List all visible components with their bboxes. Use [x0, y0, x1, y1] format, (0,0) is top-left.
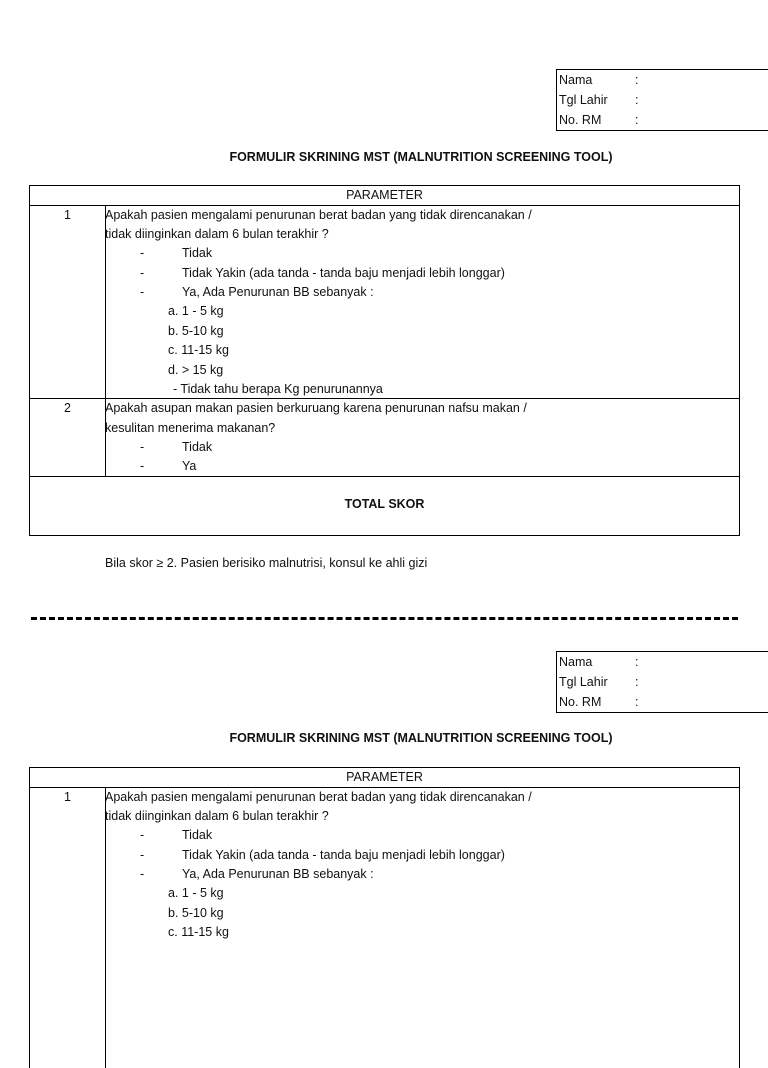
question-text: kesulitan menerima makanan?	[105, 421, 276, 435]
option-text: Ya	[182, 459, 197, 473]
id-colon: :	[635, 73, 639, 87]
id-label: Nama	[559, 73, 593, 87]
option-text: Tidak	[182, 440, 213, 454]
option-dash: -	[140, 828, 145, 842]
cut-line	[31, 617, 738, 620]
question-number: 1	[64, 790, 71, 804]
sub-option: a. 1 - 5 kg	[168, 304, 224, 318]
option-dash: -	[140, 246, 145, 260]
sub-option: b. 5-10 kg	[168, 906, 224, 920]
question-text: Apakah pasien mengalami penurunan berat badan yang tidak direncanakan /	[105, 790, 532, 804]
option-dash: -	[140, 285, 145, 299]
sub-option: c. 11-15 kg	[168, 925, 229, 939]
sub-option: a. 1 - 5 kg	[168, 886, 224, 900]
id-label: No. RM	[559, 695, 602, 709]
id-label: Tgl Lahir	[559, 675, 608, 689]
parameter-table	[29, 767, 740, 1068]
id-colon: :	[635, 655, 639, 669]
column-divider	[105, 788, 106, 1068]
option-text: Ya, Ada Penurunan BB sebanyak :	[182, 867, 374, 881]
option-text: Tidak	[182, 246, 213, 260]
patient-id-box	[556, 651, 768, 713]
question-text: tidak diinginkan dalam 6 bulan terakhir ?	[105, 227, 329, 241]
question-number: 2	[64, 401, 71, 415]
question-text: Apakah asupan makan pasien berkuruang karena penurunan nafsu makan /	[105, 401, 527, 415]
id-colon: :	[635, 695, 639, 709]
option-text: Tidak	[182, 828, 213, 842]
id-label: Tgl Lahir	[559, 93, 608, 107]
patient-id-box	[556, 69, 768, 131]
option-dash: -	[140, 440, 145, 454]
table-header: PARAMETER	[30, 186, 739, 206]
id-colon: :	[635, 675, 639, 689]
score-note: Bila skor ≥ 2. Pasien berisiko malnutrisi, konsul ke ahli gizi	[105, 556, 428, 570]
option-dash: -	[140, 459, 145, 473]
sub-option: - Tidak tahu berapa Kg penurunannya	[173, 382, 383, 396]
option-dash: -	[140, 266, 145, 280]
total-score-label: TOTAL SKOR	[344, 497, 425, 511]
form-title: FORMULIR SKRINING MST (MALNUTRITION SCREENING TOOL)	[229, 150, 613, 164]
sub-option: c. 11-15 kg	[168, 343, 229, 357]
question-text: tidak diinginkan dalam 6 bulan terakhir ?	[105, 809, 329, 823]
sub-option: b. 5-10 kg	[168, 324, 224, 338]
id-colon: :	[635, 93, 639, 107]
table-header: PARAMETER	[30, 768, 739, 788]
question-text: Apakah pasien mengalami penurunan berat badan yang tidak direncanakan /	[105, 208, 532, 222]
option-text: Tidak Yakin (ada tanda - tanda baju menjadi lebih longgar)	[182, 848, 505, 862]
option-text: Tidak Yakin (ada tanda - tanda baju menjadi lebih longgar)	[182, 266, 505, 280]
option-dash: -	[140, 867, 145, 881]
row-divider	[30, 476, 739, 477]
sub-option: d. > 15 kg	[168, 363, 224, 377]
id-label: Nama	[559, 655, 593, 669]
id-label: No. RM	[559, 113, 602, 127]
option-text: Ya, Ada Penurunan BB sebanyak :	[182, 285, 374, 299]
id-colon: :	[635, 113, 639, 127]
parameter-table	[29, 185, 740, 536]
question-number: 1	[64, 208, 71, 222]
form-title: FORMULIR SKRINING MST (MALNUTRITION SCREENING TOOL)	[229, 731, 613, 745]
option-dash: -	[140, 848, 145, 862]
